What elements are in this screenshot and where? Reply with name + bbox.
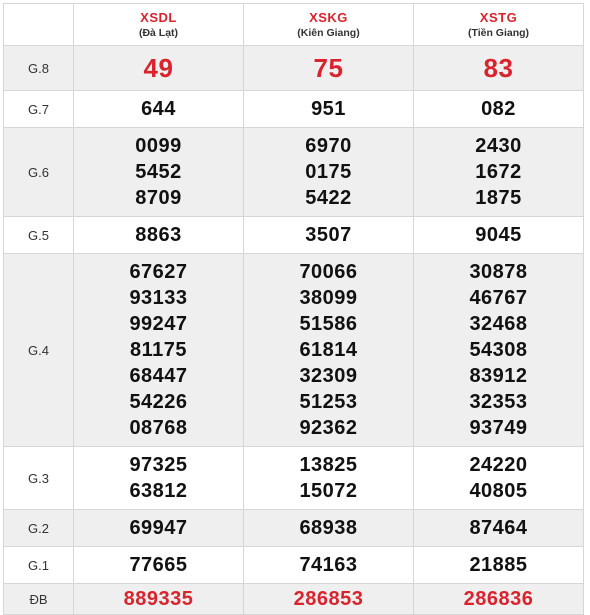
prize-label: G.3 xyxy=(4,447,74,510)
prize-row xyxy=(4,584,584,615)
prize-number[interactable]: 46767 xyxy=(469,287,528,309)
prize-label: G.7 xyxy=(4,91,74,128)
prize-label: G.5 xyxy=(4,217,74,254)
prize-label: G.8 xyxy=(4,46,74,91)
province-header-tiengiang[interactable] xyxy=(414,4,584,46)
province-name: (Kiên Giang) xyxy=(297,26,360,39)
prize-row xyxy=(4,217,584,254)
prize-number[interactable]: 082 xyxy=(481,98,516,120)
province-header-kiengiang[interactable] xyxy=(244,4,414,46)
prize-cell xyxy=(244,447,414,510)
prize-cell xyxy=(244,91,414,128)
prize-cell xyxy=(244,254,414,447)
prize-number[interactable]: 67627 xyxy=(129,261,188,283)
prize-number[interactable]: 30878 xyxy=(469,261,528,283)
prize-cell xyxy=(74,584,244,615)
prize-number[interactable]: 5422 xyxy=(305,187,352,209)
province-name: (Đà Lạt) xyxy=(138,26,179,39)
prize-cell xyxy=(74,510,244,547)
province-name: (Tiền Giang) xyxy=(467,26,530,39)
prize-number[interactable]: 54308 xyxy=(469,339,528,361)
prize-number[interactable]: 889335 xyxy=(123,588,194,610)
prize-row xyxy=(4,46,584,91)
prize-number[interactable]: 99247 xyxy=(129,313,188,335)
prize-number[interactable]: 9045 xyxy=(475,224,522,246)
prize-row xyxy=(4,510,584,547)
prize-number[interactable]: 21885 xyxy=(469,554,528,576)
prize-number[interactable]: 38099 xyxy=(299,287,358,309)
prize-row xyxy=(4,254,584,447)
prize-number[interactable]: 15072 xyxy=(299,480,358,502)
prize-number[interactable]: 32468 xyxy=(469,313,528,335)
prize-number[interactable]: 70066 xyxy=(299,261,358,283)
prize-number[interactable]: 87464 xyxy=(469,517,528,539)
prize-number[interactable]: 1672 xyxy=(475,161,522,183)
prize-number[interactable]: 3507 xyxy=(305,224,352,246)
prize-number[interactable]: 40805 xyxy=(469,480,528,502)
prize-number[interactable]: 54226 xyxy=(129,391,188,413)
prize-row xyxy=(4,547,584,584)
prize-number[interactable]: 24220 xyxy=(469,454,528,476)
prize-cell xyxy=(74,547,244,584)
prize-number[interactable]: 13825 xyxy=(299,454,358,476)
prize-number[interactable]: 77665 xyxy=(129,554,188,576)
prize-number[interactable]: 97325 xyxy=(129,454,188,476)
header-row xyxy=(4,4,584,46)
prize-number[interactable]: 08768 xyxy=(129,417,188,439)
prize-number[interactable]: 644 xyxy=(141,98,176,120)
prize-number[interactable]: 69947 xyxy=(129,517,188,539)
prize-cell xyxy=(244,510,414,547)
prize-cell xyxy=(414,217,584,254)
prize-number[interactable]: 0175 xyxy=(305,161,352,183)
prize-cell xyxy=(244,128,414,217)
prize-number[interactable]: 0099 xyxy=(135,135,182,157)
prize-cell xyxy=(244,217,414,254)
prize-cell xyxy=(74,447,244,510)
prize-cell xyxy=(414,91,584,128)
prize-number[interactable]: 92362 xyxy=(299,417,358,439)
prize-cell xyxy=(74,91,244,128)
prize-cell xyxy=(414,547,584,584)
prize-number[interactable]: 286836 xyxy=(463,588,534,610)
prize-number[interactable]: 951 xyxy=(311,98,346,120)
prize-number[interactable]: 1875 xyxy=(475,187,522,209)
prize-number[interactable]: 32309 xyxy=(299,365,358,387)
prize-number[interactable]: 51586 xyxy=(299,313,358,335)
prize-number[interactable]: 83 xyxy=(483,53,514,83)
prize-label: G.1 xyxy=(4,547,74,584)
prize-cell xyxy=(414,447,584,510)
province-header-dalat[interactable] xyxy=(74,4,244,46)
prize-cell xyxy=(244,46,414,91)
prize-cell xyxy=(414,584,584,615)
prize-cell xyxy=(74,128,244,217)
prize-cell xyxy=(414,128,584,217)
prize-cell xyxy=(414,46,584,91)
province-code[interactable]: XSKG xyxy=(309,9,348,25)
province-code[interactable]: XSDL xyxy=(140,9,177,25)
prize-number[interactable]: 286853 xyxy=(293,588,364,610)
prize-number[interactable]: 51253 xyxy=(299,391,358,413)
header-corner xyxy=(4,4,74,46)
prize-number[interactable]: 68447 xyxy=(129,365,188,387)
prize-number[interactable]: 2430 xyxy=(475,135,522,157)
prize-number[interactable]: 61814 xyxy=(299,339,358,361)
prize-label: G.6 xyxy=(4,128,74,217)
prize-label: G.4 xyxy=(4,254,74,447)
prize-number[interactable]: 63812 xyxy=(129,480,188,502)
prize-number[interactable]: 6970 xyxy=(305,135,352,157)
prize-number[interactable]: 32353 xyxy=(469,391,528,413)
prize-number[interactable]: 68938 xyxy=(299,517,358,539)
prize-number[interactable]: 8709 xyxy=(135,187,182,209)
prize-number[interactable]: 5452 xyxy=(135,161,182,183)
prize-number[interactable]: 8863 xyxy=(135,224,182,246)
prize-cell xyxy=(74,46,244,91)
prize-number[interactable]: 75 xyxy=(313,53,344,83)
prize-cell xyxy=(244,584,414,615)
province-code[interactable]: XSTG xyxy=(479,9,518,25)
prize-cell xyxy=(74,217,244,254)
prize-number[interactable]: 83912 xyxy=(469,365,528,387)
prize-label: ĐB xyxy=(4,584,74,615)
prize-number[interactable]: 49 xyxy=(143,53,174,83)
prize-cell xyxy=(244,547,414,584)
prize-number[interactable]: 74163 xyxy=(299,554,358,576)
prize-number[interactable]: 93133 xyxy=(129,287,188,309)
prize-row xyxy=(4,128,584,217)
prize-number[interactable]: 81175 xyxy=(129,339,187,361)
prize-row xyxy=(4,91,584,128)
prize-cell xyxy=(74,254,244,447)
prize-row xyxy=(4,447,584,510)
prize-cell xyxy=(414,510,584,547)
prize-number[interactable]: 93749 xyxy=(469,417,528,439)
prize-cell xyxy=(414,254,584,447)
prize-label: G.2 xyxy=(4,510,74,547)
lottery-results-table xyxy=(3,3,584,615)
